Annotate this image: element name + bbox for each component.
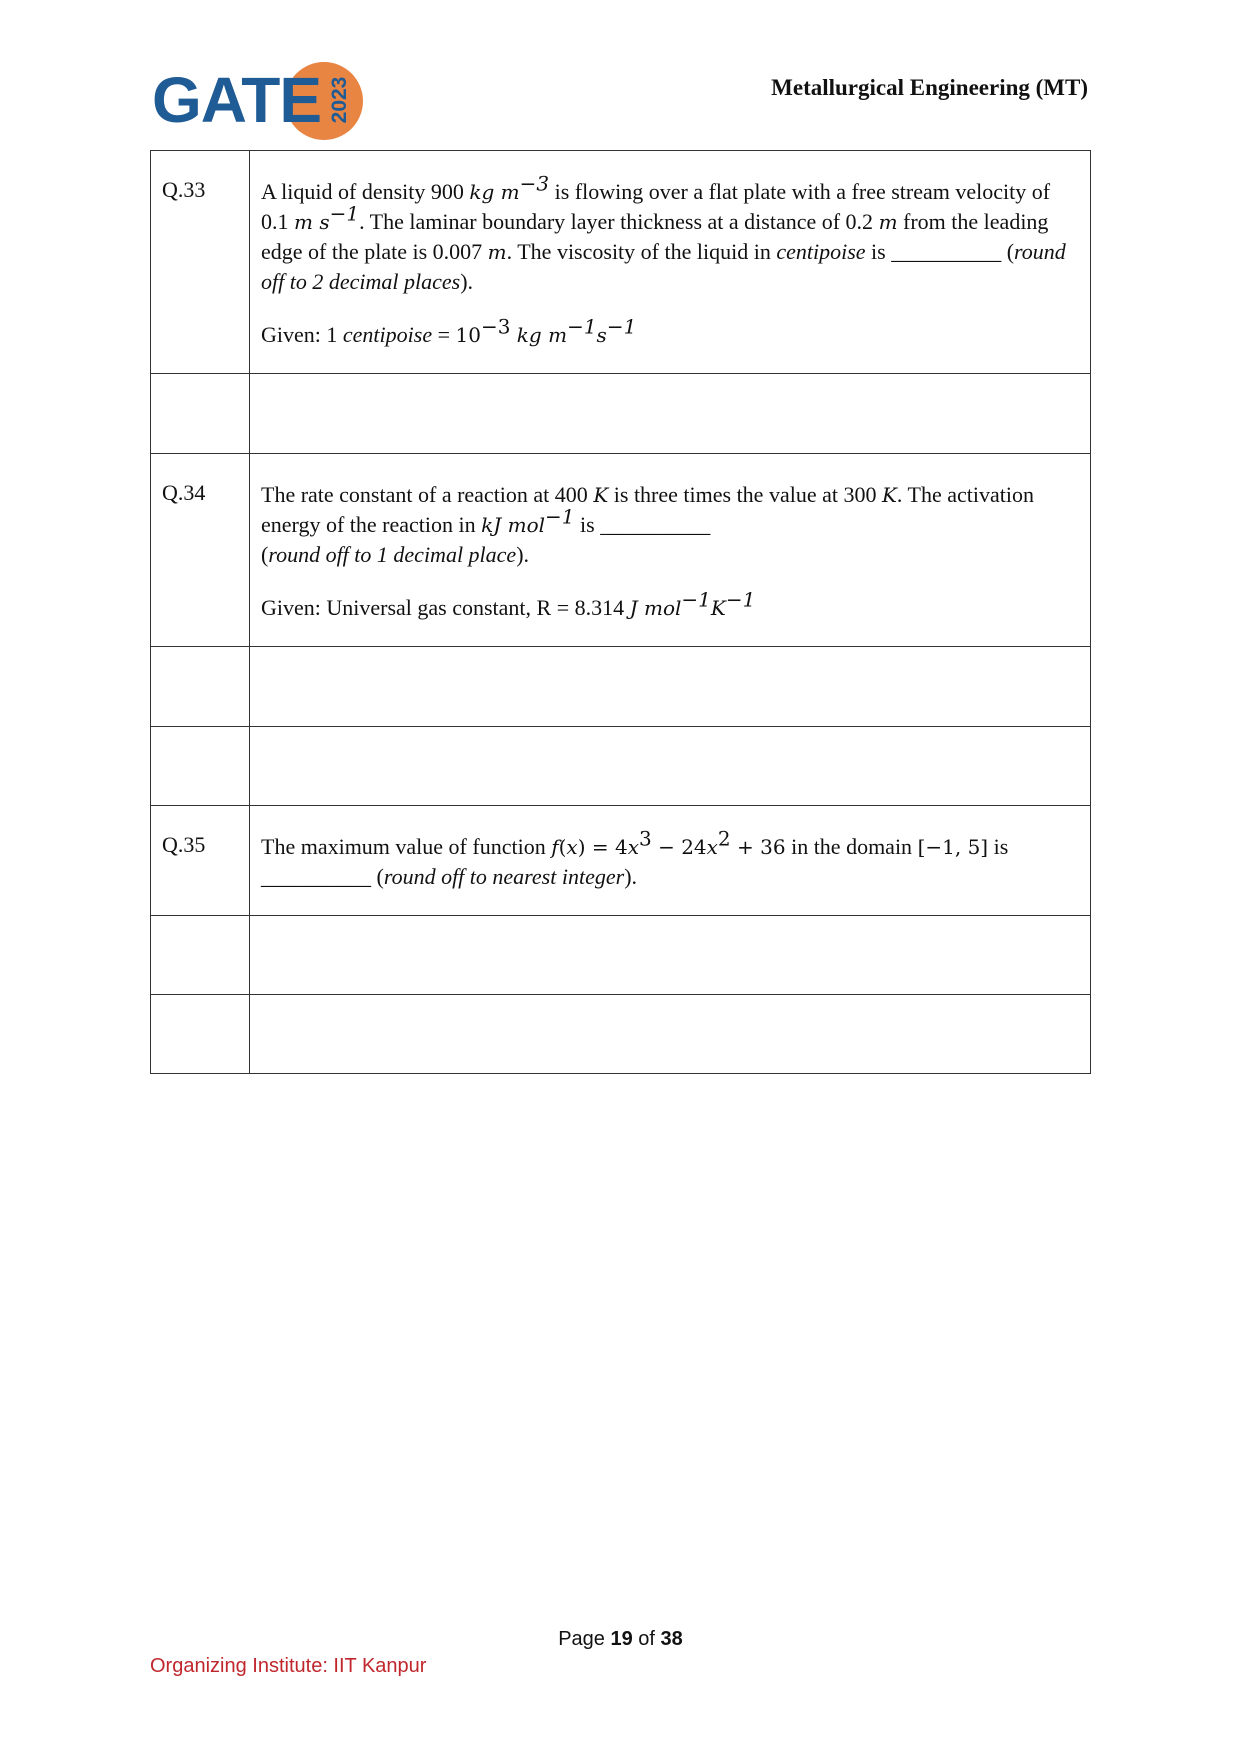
text-run: from the leading edge of the plate is 0.007: [261, 209, 1049, 264]
question-table: [150, 150, 1091, 1074]
empty-cell: [151, 916, 250, 995]
question-statement: [261, 826, 1078, 891]
page-current: 19: [610, 1628, 633, 1650]
given-line: [261, 314, 1078, 350]
math-exponent: −1: [545, 504, 575, 529]
math-symbol: f: [551, 835, 559, 859]
math-unit: kg m: [510, 323, 568, 347]
text-run: is flowing over a flat plate with a free stream velocity of 0.1: [261, 179, 1051, 234]
italic-run: centipoise: [342, 322, 433, 347]
empty-cell: [250, 647, 1091, 727]
math-unit: K: [881, 483, 897, 507]
text-run: Given: 1: [261, 322, 343, 347]
question-number: Q.34: [151, 454, 250, 647]
paper-title: Metallurgical Engineering (MT): [771, 75, 1088, 100]
math-unit: s: [596, 323, 607, 347]
math-exponent: −3: [480, 314, 511, 339]
italic-run: centipoise: [776, 239, 866, 264]
math-exponent: −1: [681, 587, 711, 612]
math-exponent: −1: [329, 201, 360, 226]
math-unit: m: [487, 240, 507, 264]
math-exponent: −1: [567, 314, 597, 339]
math-unit: m: [878, 210, 898, 234]
math-exponent: −3: [519, 171, 550, 196]
text-run: is three times the value at 300: [608, 482, 882, 507]
empty-cell: [151, 727, 250, 806]
question-text: [250, 454, 1091, 647]
text-run: =: [432, 322, 456, 347]
math-symbol: − 24: [651, 835, 707, 859]
math-symbol: (: [558, 835, 567, 859]
empty-row: [151, 995, 1091, 1074]
answer-blank: is __________: [574, 512, 711, 537]
answer-blank: is __________ (: [261, 834, 1009, 889]
empty-cell: [250, 995, 1091, 1074]
math-symbol: ) = 4: [577, 835, 628, 859]
math-symbol: + 36: [730, 835, 786, 859]
logo-text: GATE: [152, 64, 322, 136]
math-unit: kJ mol: [481, 513, 546, 537]
text-run: in the domain: [785, 834, 918, 859]
empty-cell: [151, 647, 250, 727]
text-run: ).: [624, 864, 638, 889]
math-exponent: 3: [638, 826, 652, 851]
text-run: ).: [516, 542, 530, 567]
math-exponent: −1: [606, 314, 637, 339]
organizing-institute: Organizing Institute: IIT Kanpur: [150, 1655, 427, 1677]
math-unit: K: [710, 596, 726, 620]
math-number: 10: [455, 323, 481, 347]
text-run: . The laminar boundary layer thickness at a distance of 0.2: [359, 209, 879, 234]
math-unit: J mol: [629, 596, 682, 620]
question-text: [250, 151, 1091, 374]
math-unit: K: [593, 483, 609, 507]
question-number: Q.35: [151, 806, 250, 916]
math-unit: kg m: [469, 180, 520, 204]
gate-2023-logo: [152, 60, 362, 140]
text-run: The maximum value of function: [261, 834, 552, 859]
logo-year: 2023: [328, 76, 351, 124]
text-run: . The activation energy of the reaction in: [261, 482, 1034, 537]
question-number: Q.33: [151, 151, 250, 374]
empty-row: [151, 374, 1091, 454]
page-total: 38: [660, 1628, 683, 1650]
rounding-instruction: round off to nearest integer: [383, 864, 625, 889]
question-statement: [261, 480, 1078, 569]
rounding-instruction: round off to 1 decimal place: [268, 542, 517, 567]
rounding-instruction: round off to 2 decimal places: [261, 239, 1066, 294]
given-line: [261, 587, 1078, 623]
answer-blank: is __________ (: [865, 239, 1015, 264]
question-row-34: [151, 454, 1091, 647]
empty-cell: [151, 374, 250, 454]
question-row-35: [151, 806, 1091, 916]
page-label: Page: [558, 1628, 611, 1650]
math-unit: m s: [294, 210, 330, 234]
text-run: ).: [460, 269, 474, 294]
empty-cell: [250, 374, 1091, 454]
math-symbol: x: [706, 835, 718, 859]
question-row-33: [151, 151, 1091, 374]
text-run: A liquid of density 900: [261, 179, 470, 204]
text-run: Given: Universal gas constant, R = 8.314: [261, 595, 630, 620]
question-statement: [261, 171, 1078, 296]
math-interval: [−1, 5]: [917, 835, 989, 859]
page-label: of: [632, 1628, 661, 1650]
text-run: . The viscosity of the liquid in: [506, 239, 777, 264]
page-number: [0, 1628, 1241, 1651]
empty-row: [151, 916, 1091, 995]
empty-row: [151, 727, 1091, 806]
empty-cell: [250, 727, 1091, 806]
math-exponent: 2: [717, 826, 731, 851]
text-run: (: [261, 542, 269, 567]
empty-row: [151, 647, 1091, 727]
empty-cell: [250, 916, 1091, 995]
math-symbol: x: [627, 835, 639, 859]
question-text: [250, 806, 1091, 916]
text-run: The rate constant of a reaction at 400: [261, 482, 594, 507]
empty-cell: [151, 995, 250, 1074]
math-exponent: −1: [725, 587, 756, 612]
math-symbol: x: [566, 835, 578, 859]
